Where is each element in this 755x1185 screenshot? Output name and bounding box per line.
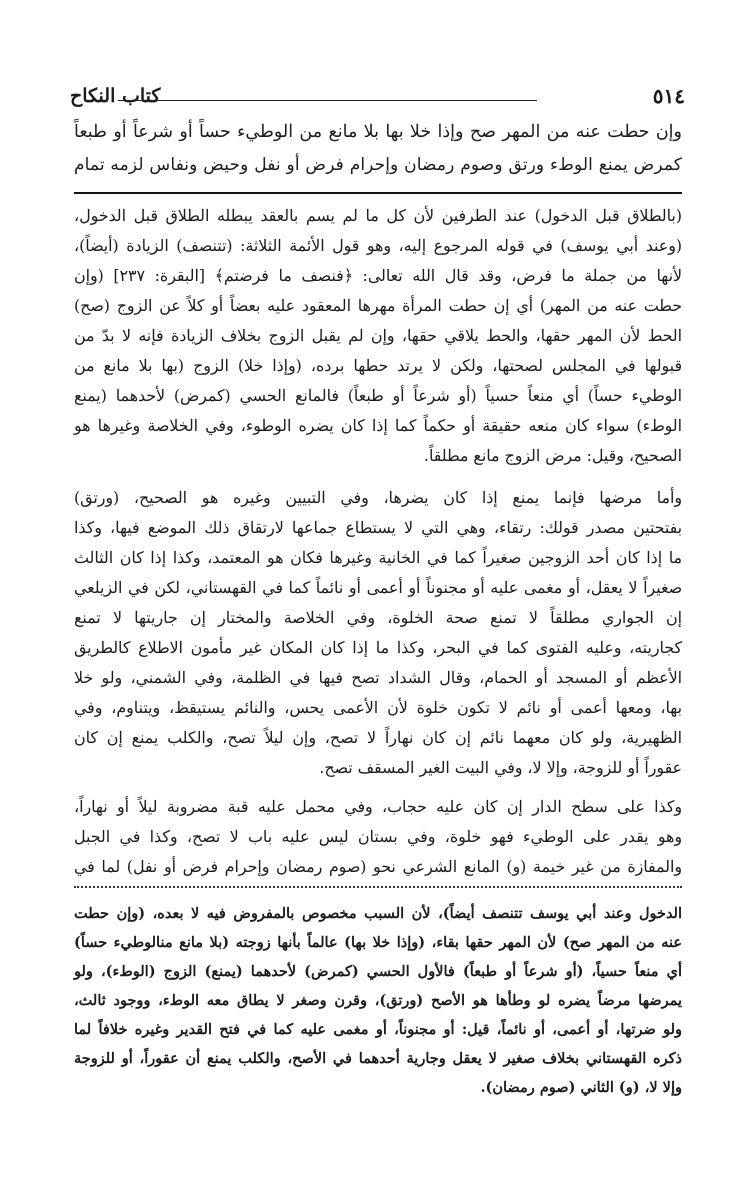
commentary-line: الأعظم أو المسجد أو الحمام، وقال الشداد تصح فيها في الظلمة، وفي الشمني، ولو خلا	[74, 668, 682, 687]
commentary-line: الظهيرية، ولو كان معهما نائم إن كان نهاراً لا تصح، وإن ليلاً تصح، والكلب يمنع إن كان	[74, 728, 682, 747]
footnote-line: ولو ضرتها، أو أعمى، أو نائماً، قيل: أو مجنوناً، أو مغمى عليه كما في فتح القدير وغيره خلافاً لما	[74, 1021, 682, 1038]
commentary-line: كجاريته، وعليه الفتوى كما في البحر، وكذا ما إذا كان المكان غير مأمون الاطلاع كالطريق	[74, 638, 682, 657]
running-title: كتاب النكاح	[70, 85, 161, 107]
commentary-line: قبولها في المجلس لصحتها، ولكن لا يرتد حطها برده، (وإذا خلا) الزوج (بها بلا مانع من	[74, 356, 682, 375]
commentary-line: صغيراً لا يعقل، أو مغمى عليه أو مجنوناً أو أعمى أو نائماً كما في القهستاني، لكن في الزيلعي	[74, 578, 682, 597]
commentary-line: لأنها من جملة ما فرض، وقد قال الله تعالى: ﴿فنصف ما فرضتم﴾ [البقرة: ٢٣٧] (وإن	[74, 266, 682, 285]
main-text-separator	[74, 192, 682, 194]
commentary-line: (بالطلاق قبل الدخول) عند الطرفين لأن كل ما لم يسم بالعقد يبطله الطلاق قبل الدخول،	[74, 206, 682, 225]
commentary-line: وهو يقدر على الوطيء فهو خلوة، وفي بستان ليس عليه باب لا تصح، وكذا في الجبل	[74, 827, 682, 846]
commentary-line: الصحيح، وقيل: مرض الزوج مانع مطلقاً.	[423, 446, 682, 465]
commentary-line: إن الجواري مطلقاً لا تمنع صحة الخلوة، وفي الخلاصة والمختار إن جاريتها لا تمنع	[74, 608, 682, 627]
commentary-line: بها، ومعها أعمى أو نائم لا تكون خلوة لأن الأعمى يحس، والنائم يستيقظ، ويتناوم، وفي	[74, 698, 682, 717]
commentary-line: والمفازة من غير خيمة (و) المانع الشرعي نحو (صوم رمضان وإحرام فرض أو نفل) لما في	[74, 857, 682, 876]
footnote-separator	[74, 886, 682, 888]
footnote-line: ذكره القهستاني بخلاف صغير لا يعقل وجارية أحدهما في الأصح، والكلب يمنع أن عقوراً، أو للزوجة	[74, 1050, 682, 1067]
commentary-line: بفتحتين مصدر قولك: رتقاء، وهي التي لا يستطاع جماعها لارتقاق ذلك الموضع فيها، وكذا	[74, 518, 682, 537]
footnote-line: الدخول وعند أبي يوسف تتنصف أيضاً)، لأن السبب مخصوص بالمفروض فيه لا بعده، (وإن حطت	[74, 905, 682, 922]
main-text-line: كمرض يمنع الوطء ورتق وصوم رمضان وإحرام فرض أو نفل وحيض ونفاس لزمه تمام	[74, 155, 682, 175]
footnote-line: عنه من المهر صح) لأن المهر حقها بقاء، (وإذا خلا بها) عالماً بأنها زوجته (بلا مانع منالوطيء حساً)	[74, 934, 682, 951]
commentary-line: الحط لأن المهر حقها، والحط يلاقي حقها، وإن لم يقبل الزوج بخلاف الزيادة فإنه لا بدّ من	[74, 326, 682, 345]
main-text-line: وإن حطت عنه من المهر صح وإذا خلا بها بلا مانع من الوطيء حساً أو شرعاً أو طبعاً	[74, 122, 682, 142]
footnote-line: وإلا لا، (و) الثاني (صوم رمضان).	[480, 1079, 682, 1096]
commentary-line: (وعند أبي يوسف) في قوله المرجوع إليه، وهو قول الأئمة الثلاثة: (تتنصف) الزيادة (أيضاً)،	[74, 236, 682, 255]
commentary-line: الوطيء حساً) أي منعاً حسياً (أو شرعاً أو طبعاً) فالمانع الحسي (كمرض) لأحدهما (يمنع	[74, 386, 682, 405]
footnote-line: يمرضها مرضاً يضره لو وطأها هو الأصح (ورتق)، وقرن وصغر لا يطاق معه الوطء، ووجود ثالث،	[74, 992, 682, 1009]
commentary-line: وأما مرضها فإنما يمنع إذا كان يضرها، وفي التبيين وغيره هو الصحيح، (ورتق)	[74, 488, 682, 507]
commentary-line: حطت عنه من المهر) أي إن حطت المرأة مهرها المعقود عليه بعضاً أو كلاً عن الزوج (صح)	[74, 296, 682, 315]
commentary-line: ما إذا كان أحد الزوجين صغيراً كما في الخانية وغيرها فكان هو المعتمد، وكذا إذا كان الثالث	[74, 548, 682, 567]
commentary-line: الوطء) سواء كان منعه حقيقة أو حكماً كما إذا كان يضره الوطوء، وفي الخلاصة وغيرها هو	[74, 416, 682, 435]
commentary-line: وكذا على سطح الدار إن كان عليه حجاب، وفي محمل عليه قبة مضروبة ليلاً أو نهاراً،	[74, 797, 682, 816]
page-number: ٥١٤	[652, 84, 685, 108]
header-rule	[118, 100, 537, 101]
commentary-line: عقوراً أو للزوجة، وإلا لا، وفي البيت الغير المسقف تصح.	[319, 758, 682, 777]
footnote-line: أي منعاً حسياً، (أو شرعاً أو طبعاً) فالأول الحسي (كمرض) لأحدهما (يمنع) الزوج (الوطء)، ولو	[74, 963, 682, 980]
page-header	[70, 82, 685, 106]
